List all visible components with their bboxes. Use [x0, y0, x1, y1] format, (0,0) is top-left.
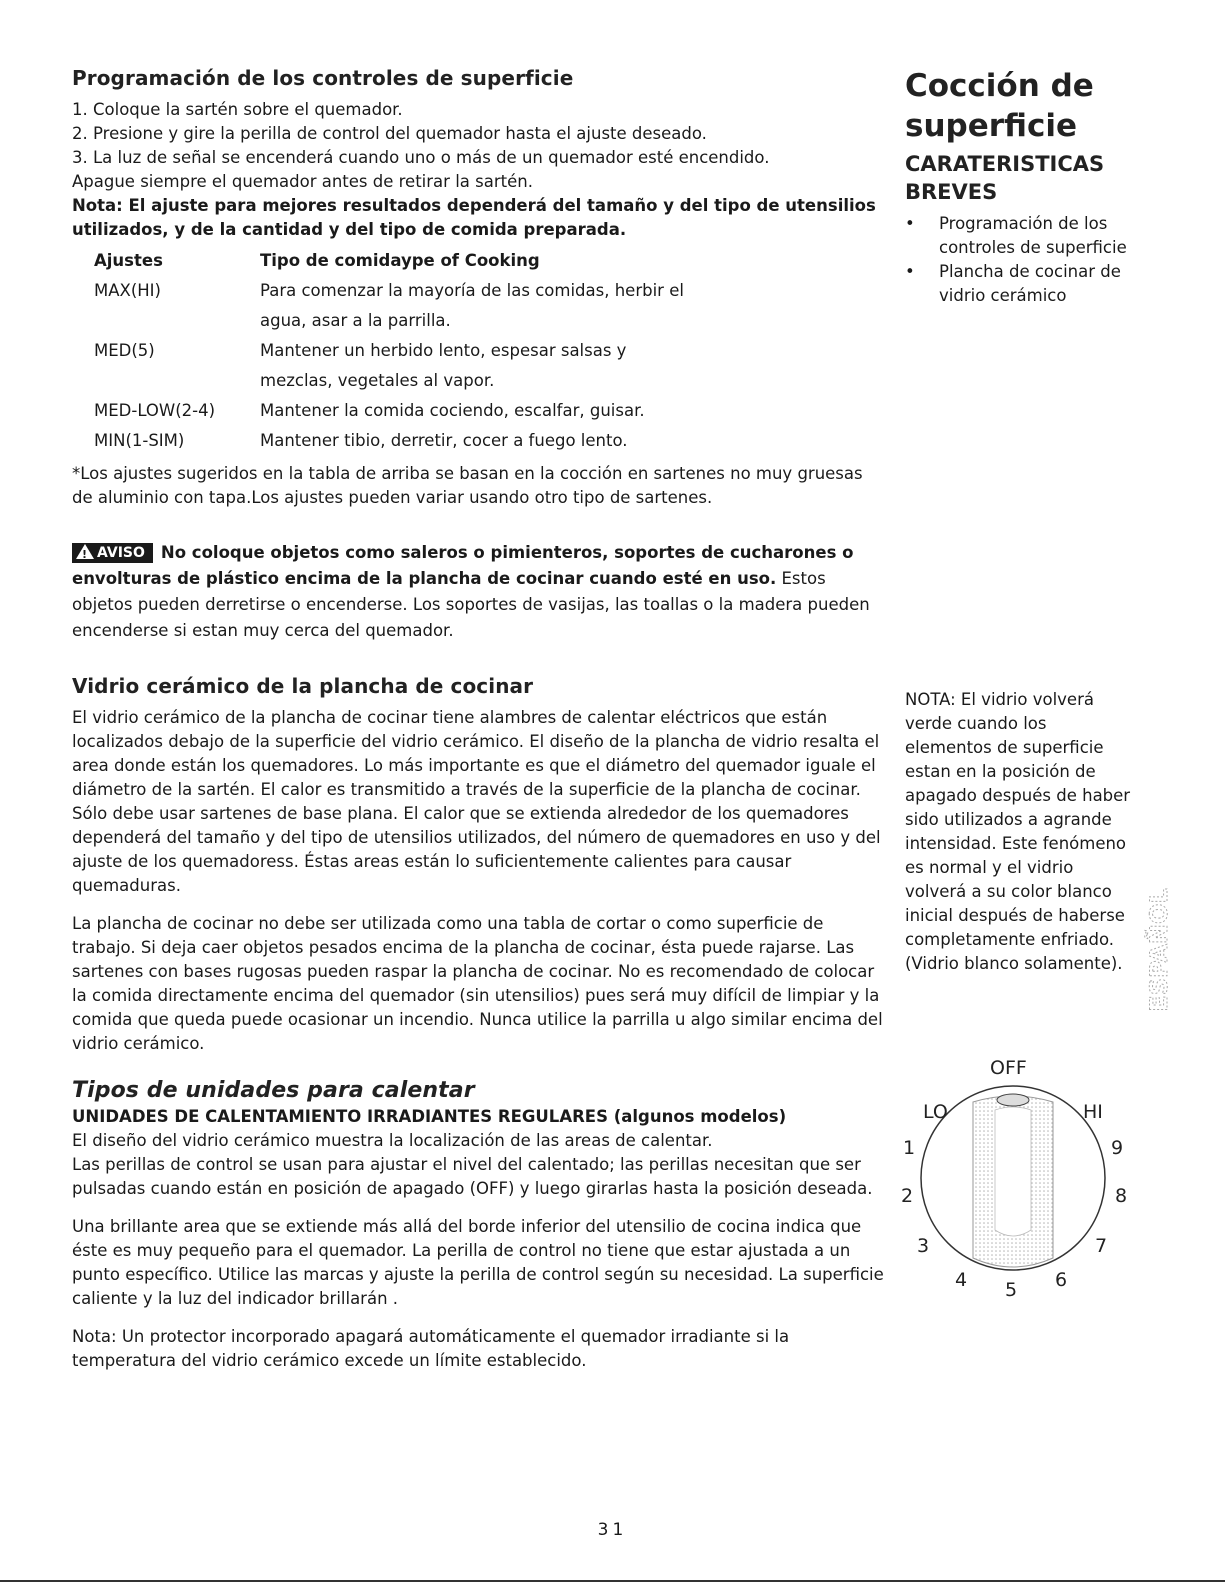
- warning-bold-text: No coloque objetos como saleros o pimienteros, soportes de cucharones o envolturas de plástico encima de la plancha de cocinar cuando esté en uso.: [72, 543, 854, 588]
- settings-row: [94, 366, 887, 396]
- dial-label-lo: LO: [923, 1101, 948, 1123]
- main-column: [72, 66, 887, 1373]
- warning-badge-label: AVISO: [97, 545, 145, 561]
- bottom-rule: [0, 1580, 1225, 1582]
- warning-badge: [72, 543, 153, 563]
- setting-desc: Para comenzar la mayoría de las comidas, herbir el: [260, 281, 684, 300]
- warning-triangle-icon: [76, 544, 94, 559]
- sidebar-bullets: [905, 212, 1165, 308]
- settings-row: [94, 426, 887, 456]
- step-item: 3. La luz de señal se encenderá cuando uno o más de un quemador esté encendido.: [72, 148, 770, 167]
- dial-label-off: OFF: [990, 1057, 1027, 1079]
- tipos-subtitle: UNIDADES DE CALENTAMIENTO IRRADIANTES REGULARES (algunos modelos): [72, 1107, 787, 1126]
- setting-label: [94, 306, 260, 336]
- setting-label: MED(5): [94, 341, 155, 360]
- dial-label-5: 5: [1005, 1279, 1018, 1301]
- sidebar: [905, 66, 1165, 308]
- tipos-paragraph-1: El diseño del vidrio cerámico muestra la localización de las areas de calentar.: [72, 1131, 713, 1150]
- settings-header: [94, 246, 887, 276]
- sidebar-bullet: • Plancha de cocinar de vidrio cerámico: [905, 260, 1165, 308]
- step-item: Apague siempre el quemador antes de retirar la sartén.: [72, 172, 533, 191]
- setting-label: MED-LOW(2-4): [94, 401, 216, 420]
- dial-label-4: 4: [955, 1269, 968, 1291]
- section-title-vidrio: Vidrio cerámico de la plancha de cocinar: [72, 674, 534, 698]
- vidrio-paragraph-2: La plancha de cocinar no debe ser utilizada como una tabla de cortar o como superficie de trabajo. Si deja caer objetos pesados encima de la plancha de cocinar, ésta puede rajarse. Las sartenes con bases rugosas pueden raspar la plancha de cocinar. No es recomendado de colocar la comida directamente encima del quemador (sin utensilios) pues será muy difícil de limpiar y la comida que queda puede ocasionar un incendio. Nunca utilice la parrilla u algo similar encima del vidrio cerámico.: [72, 914, 883, 1053]
- dial-label-8: 8: [1115, 1185, 1128, 1207]
- sidebar-note: NOTA: El vidrio volverá verde cuando los elementos de superficie estan en la posición de apagado después de haber sido utilizados a agrande intensidad. Este fenómeno es normal y el vidrio volverá a su color blanco inicial después de haberse completamente enfriado. (Vidrio blanco solamente).: [905, 690, 1131, 973]
- settings-row: [94, 276, 887, 306]
- settings-row: [94, 336, 887, 366]
- setting-desc: Mantener la comida cociendo, escalfar, guisar.: [260, 401, 645, 420]
- warning-block: [72, 540, 887, 644]
- language-side-tab: [1145, 860, 1182, 1040]
- sidebar-subtitle: CARATERISTICAS BREVES: [905, 152, 1105, 204]
- setting-desc: agua, asar a la parrilla.: [260, 311, 451, 330]
- settings-row: [94, 396, 887, 426]
- dial-label-1: 1: [903, 1137, 916, 1159]
- tipos-note: Nota: Un protector incorporado apagará automáticamente el quemador irradiante si la temperatura del vidrio cerámico excede un límite establecido.: [72, 1327, 790, 1370]
- setting-desc: Mantener tibio, derretir, cocer a fuego lento.: [260, 431, 628, 450]
- section-title-programacion: Programación de los controles de superficie: [72, 66, 574, 90]
- settings-note: Nota: El ajuste para mejores resultados dependerá del tamaño y del tipo de utensilios utilizados, y de la cantidad y del tipo de comida preparada.: [72, 196, 876, 239]
- section-title-tipos: Tipos de unidades para calentar: [72, 1078, 475, 1103]
- side-tab-label: ESPAÑOL: [1145, 888, 1173, 1012]
- sidebar-title: Cocción de superficie: [905, 68, 1094, 144]
- tipos-paragraph-2: Las perillas de control se usan para ajustar el nivel del calentado; las perillas necesitan que ser pulsadas cuando están en posición de apagado (OFF) y luego girarlas hasta la posición deseada.: [72, 1155, 873, 1198]
- header-ajustes: Ajustes: [94, 251, 163, 270]
- setting-desc: Mantener un herbido lento, espesar salsas y: [260, 341, 627, 360]
- steps-list: [72, 98, 887, 194]
- knob-pointer: [997, 1094, 1029, 1106]
- page-number: 31: [597, 1520, 628, 1540]
- warning-text: Estos objetos pueden derretirse o encenderse. Los soportes de vasijas, las toallas o la madera pueden encenderse si estan muy cerca del quemador.: [72, 569, 870, 640]
- settings-footnote: *Los ajustes sugeridos en la tabla de arriba se basan en la cocción en sartenes no muy gruesas de aluminio con tapa.Los ajustes pueden variar usando otro tipo de sartenes.: [72, 464, 863, 507]
- setting-label: [94, 366, 260, 396]
- settings-table: [94, 246, 887, 456]
- setting-label: MAX(HI): [94, 281, 161, 300]
- step-item: 2. Presione y gire la perilla de control del quemador hasta el ajuste deseado.: [72, 124, 707, 143]
- tipos-paragraph-3: Una brillante area que se extiende más allá del borde inferior del utensilio de cocina indica que éste es muy pequeño para el quemador. La perilla de control no tiene que estar ajustada a un punto específico. Utilice las marcas y ajuste la perilla de control según su necesidad. La superficie caliente y la luz del indicador brillarán .: [72, 1217, 884, 1308]
- settings-row: [94, 306, 887, 336]
- dial-label-3: 3: [917, 1235, 930, 1257]
- knob-grip-highlight: [995, 1107, 1031, 1236]
- dial-label-7: 7: [1095, 1235, 1108, 1257]
- vidrio-paragraph-1: El vidrio cerámico de la plancha de cocinar tiene alambres de calentar eléctricos que están localizados debajo de la superficie del vidrio cerámico. El diseño de la plancha de vidrio resalta el area donde están los quemadores. Lo más importante es que el diámetro del quemador iguale el diámetro de la sartén. El calor es transmitido a través de la superficie de la plancha de cocinar. Sólo debe usar sartenes de base plana. El calor que se extienda alrededor de los quemadores dependerá del tamaño y del tipo de utensilios utilizados, del número de quemadores en uso y del ajuste de los quemadoress. Éstas areas están lo suficientemente calientes para causar quemaduras.: [72, 708, 881, 895]
- dial-label-hi: HI: [1083, 1101, 1103, 1123]
- setting-desc: mezclas, vegetales al vapor.: [260, 371, 495, 390]
- dial-label-2: 2: [901, 1185, 914, 1207]
- header-tipo: Tipo de comidaype of Cooking: [260, 251, 540, 270]
- step-item: 1. Coloque la sartén sobre el quemador.: [72, 100, 403, 119]
- sidebar-bullet: • Programación de los controles de superficie: [905, 212, 1165, 260]
- dial-label-6: 6: [1055, 1269, 1068, 1291]
- setting-label: MIN(1-SIM): [94, 431, 185, 450]
- dial-label-9: 9: [1111, 1137, 1124, 1159]
- control-knob-diagram: [895, 1030, 1145, 1300]
